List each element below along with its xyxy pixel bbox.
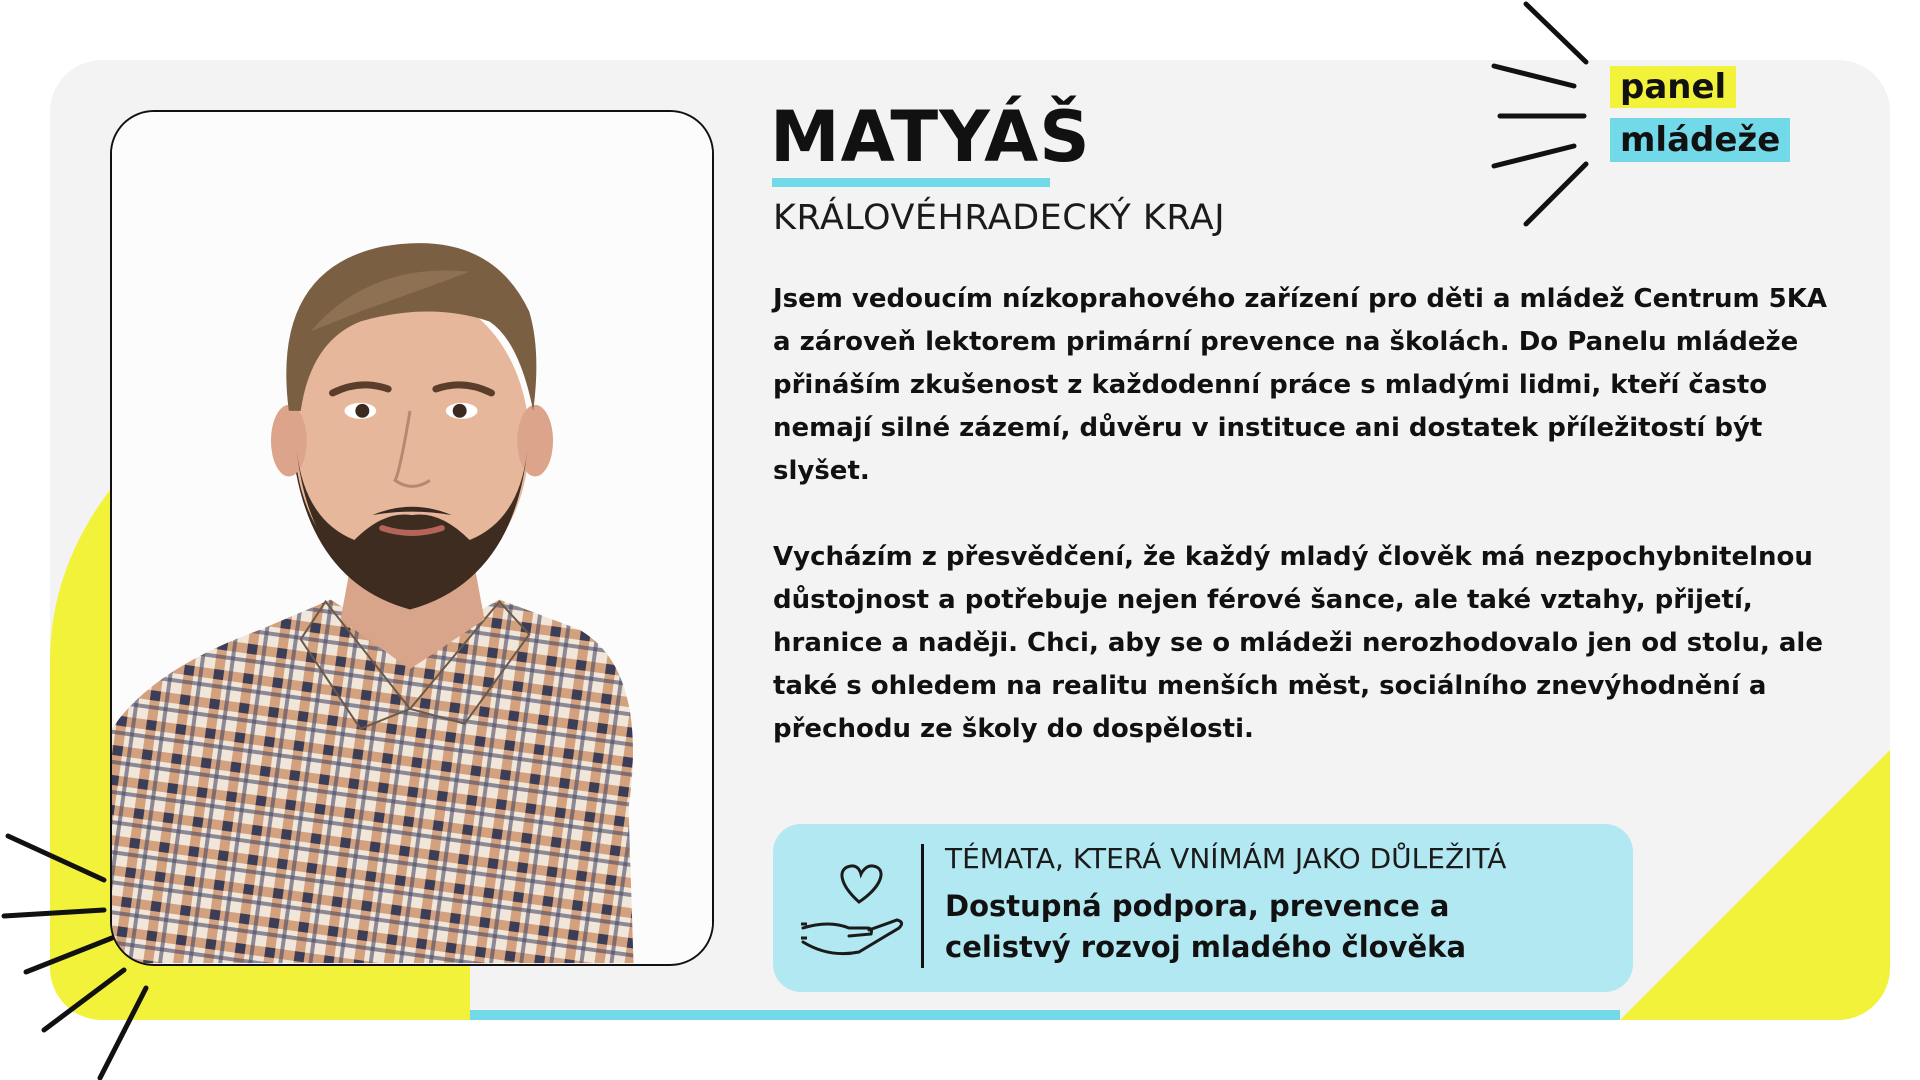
- ray-line: [1526, 4, 1586, 62]
- cyan-bottom-strip: [470, 1010, 1620, 1020]
- bio-text: [773, 278, 1853, 794]
- topics-text: Dostupná podpora, prevence a celistvý rozvoj mladého člověka: [945, 889, 1467, 964]
- topics-heading: TÉMATA, KTERÁ VNÍMÁM JAKO DŮLEŽITÁ: [945, 842, 1507, 875]
- region-label: KRÁLOVÉHRADECKÝ KRAJ: [773, 198, 1226, 238]
- logo-mladeze-word: mládeže: [1610, 118, 1790, 162]
- topics-divider: [921, 844, 924, 968]
- heart-in-hand-icon: [799, 862, 909, 962]
- portrait-photo: [110, 110, 714, 966]
- logo-panel-word: panel: [1610, 66, 1736, 108]
- name-underline: [772, 178, 1050, 187]
- topics-box: [773, 824, 1633, 992]
- bio-paragraph: Jsem vedoucím nízkoprahového zařízení pro děti a mládež Centrum 5KA a zároveň lektorem primární prevence na školách. Do Panelu mládeže přináším zkušenost z každodenní práce s mladými lidmi, kteří často nemají silné zázemí, důvěru v instituce ani dostatek příležitostí být slyšet.: [773, 284, 1828, 486]
- person-name: MATYÁŠ: [770, 96, 1091, 178]
- bio-paragraph: Vycházím z přesvědčení, že každý mladý člověk má nezpochybnitelnou důstojnost a potřebuje nejen férové šance, ale také vztahy, přijetí, hranice a naději. Chci, aby se o mládeži nerozhodovalo jen od stolu, ale také s ohledem na realitu menších měst, sociálního znevýhodnění a přechodu ze školy do dospělosti.: [773, 542, 1823, 744]
- portrait-illustration: [112, 112, 712, 964]
